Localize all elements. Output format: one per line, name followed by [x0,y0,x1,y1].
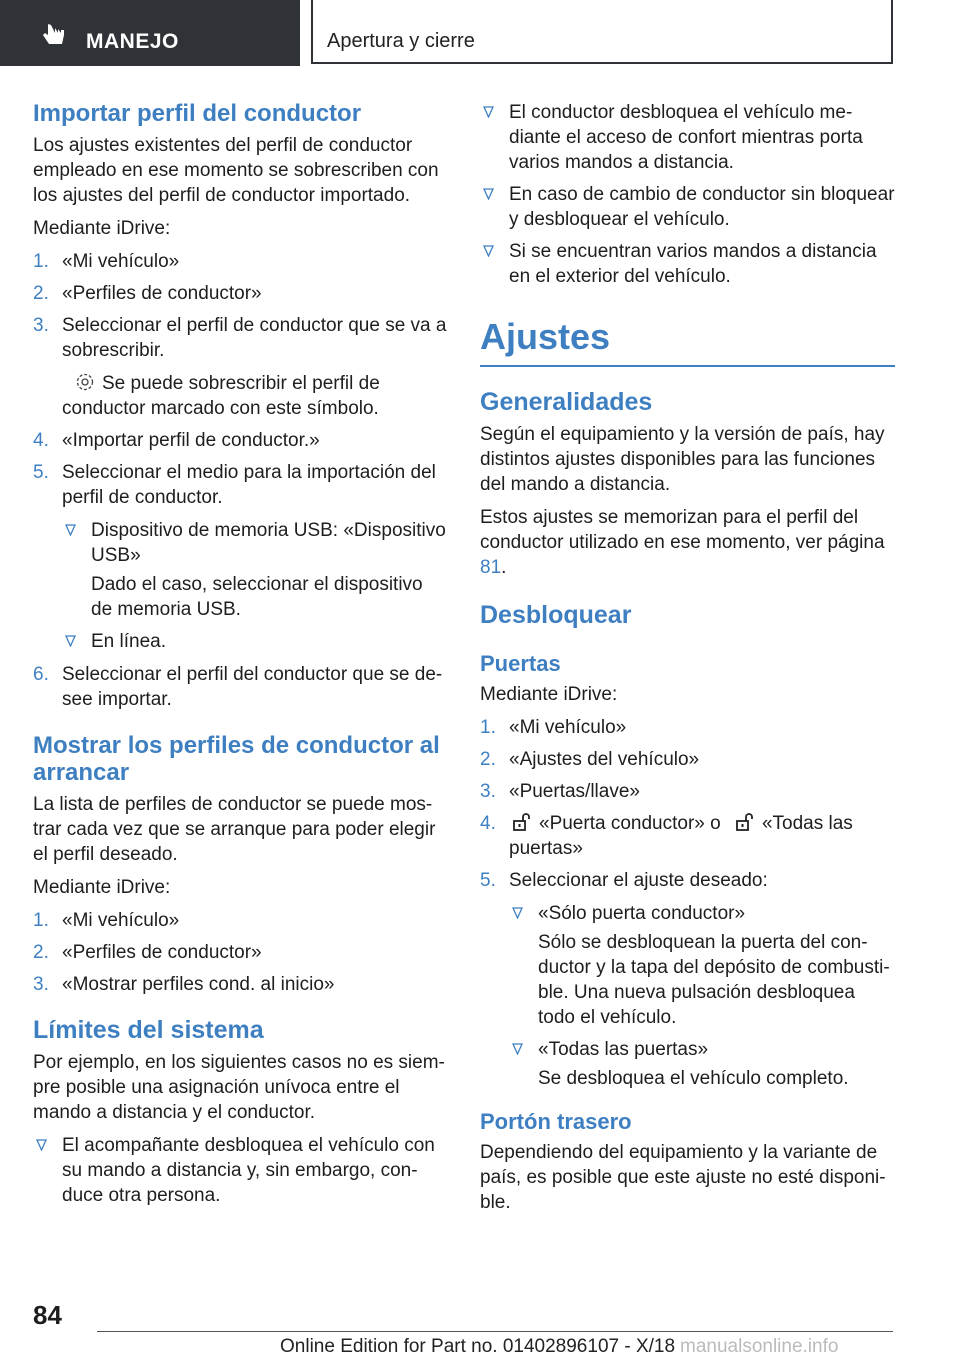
page-number: 84 [33,1300,62,1330]
bullet-triangle-icon [512,1043,523,1055]
media-options-list [62,518,448,654]
heading-import-profile: Importar perfil del conductor [33,100,362,127]
heading-tailgate: Portón trasero [480,1109,632,1134]
page-link[interactable]: 81 [480,557,502,578]
list-item: 2. «Ajustes del vehículo» [480,749,700,770]
unlock-all-doors-icon [734,811,756,833]
chapter-heading-settings: Ajustes [480,315,895,367]
list-item: 3. «Mostrar perfiles cond. al inicio» [33,974,335,995]
list-item [33,249,448,274]
section-name: MANEJO [86,30,179,53]
paragraph: Según el equipamiento y la versión de país, hay distintos ajustes disponibles para las funciones del mando a distancia. [480,424,885,495]
list-item: 2. «Perfiles de conductor» [33,942,262,963]
list-item [33,281,448,306]
show-steps-list [33,908,448,997]
limits-list [33,1133,448,1208]
list-item: En línea. [62,629,448,654]
section-tab [0,0,300,66]
list-item [33,662,448,712]
list-item: En caso de cambio de conductor sin bloquear y desbloquear el vehículo. [480,182,895,232]
import-steps-list [33,249,448,712]
list-item: Dispositivo de memoria USB: «Dispositivo USB» Dado el caso, seleccionar el dispositivo de memoria USB. [62,518,448,622]
list-item: 4. «Puerta conductor» o «Todas las puertas» [480,813,853,859]
step-text: Seleccionar el perfil de conductor que se va a sobrescribir. [62,315,447,361]
list-item [33,460,448,654]
right-column [480,100,895,1223]
bullet-triangle-icon [36,1139,47,1151]
page-header [0,0,960,66]
paragraph: Dependiendo del equipamiento y la variante de país, es posible que este ajuste no esté disponible. [480,1142,886,1213]
footer-divider [97,1331,893,1332]
step-number: 6. [33,664,49,685]
step-note: Se puede sobrescribir el perfil de conductor marcado con este símbolo. [62,373,380,419]
list-item: El acompañante desbloquea el vehículo con su mando a distancia y, sin embargo, conduce otra persona. [33,1133,448,1208]
list-item: 1. «Mi vehículo» [33,910,180,931]
list-item: 5. Seleccionar el ajuste deseado: «Sólo puerta conductor» Sólo se desbloquean la puerta del conductor y la tapa del depósito de combustible. Una nueva pulsación desbloquea todo el vehículo. «Todas las puertas» Se desbloquea el vehículo completo. [480,868,895,1091]
limits-list-continued [480,100,895,289]
list-item: Si se encuentran varios mandos a distancia en el exterior del vehículo. [480,239,895,289]
bullet-triangle-icon [65,635,76,647]
paragraph: La lista de perfiles de conductor se puede mostrar cada vez que se arranque para poder elegir el perfil deseado. [33,794,436,865]
heading-unlock: Desbloquear [480,601,632,629]
step-number: 5. [33,462,49,483]
paragraph: Mediante iDrive: [480,684,618,705]
footer-edition: Online Edition for Part no. 01402896107 - X/18 [280,1336,676,1357]
paragraph: Mediante iDrive: [33,218,171,239]
watermark: manualsonline.info [680,1336,839,1357]
list-item: «Sólo puerta conductor» Sólo se desbloquean la puerta del conductor y la tapa del depósito de combustible. Una nueva pulsación desbloquea todo el vehículo. [509,901,895,1030]
heading-doors: Puertas [480,651,561,676]
chapter-title: Apertura y cierre [327,30,475,52]
unlock-driver-door-icon [511,811,533,833]
step-text: «Importar perfil de conductor.» [62,430,320,451]
list-item: 3. «Puertas/llave» [480,781,640,802]
list-item: El conductor desbloquea el vehículo mediante el acceso de confort mientras porta varios mandos a distancia. [480,100,895,175]
heading-show-profiles: Mostrar los perfiles de conductor al arrancar [33,732,440,786]
step-text: Seleccionar el perfil del conductor que se desee importar. [62,664,443,710]
gear-icon [74,371,96,393]
door-options-list [509,901,895,1091]
bullet-triangle-icon [483,245,494,257]
step-text: «Perfiles de conductor» [62,283,262,304]
step-number: 1. [33,251,49,272]
option-note: Dado el caso, seleccionar el dispositivo de memoria USB. [91,574,423,620]
option-note: Sólo se desbloquean la puerta del conductor y la tapa del depósito de combustible. Una nueva pulsación desbloquea todo el vehículo. [538,932,890,1028]
paragraph: Mediante iDrive: [33,877,171,898]
paragraph: Por ejemplo, en los siguientes casos no es siempre posible una asignación unívoca entre el mando a distancia y el conductor. [33,1052,445,1123]
chapter-tab [311,0,893,64]
list-item: «Todas las puertas» Se desbloquea el vehículo completo. [509,1037,895,1091]
paragraph: Estos ajustes se memorizan para el perfil del conductor utilizado en ese momento, ver página 81. [480,507,885,578]
bullet-triangle-icon [483,188,494,200]
step-text: «Mi vehículo» [62,251,180,272]
paragraph: Los ajustes existentes del perfil de conductor empleado en ese momento se sobrescriben con los ajustes del perfil de conductor importado. [33,135,439,206]
list-item [33,313,448,421]
left-column [33,100,448,1216]
bullet-triangle-icon [483,106,494,118]
doors-steps-list [480,715,895,1091]
list-item [33,428,448,453]
heading-general: Generalidades [480,388,653,416]
step-number: 4. [33,430,49,451]
bullet-triangle-icon [65,524,76,536]
step-text: Seleccionar el medio para la importación del perfil de conductor. [62,462,436,508]
step-number: 3. [33,315,49,336]
bullet-triangle-icon [512,907,523,919]
step-number: 2. [33,283,49,304]
option-note: Se desbloquea el vehículo completo. [538,1068,849,1089]
list-item: 1. «Mi vehículo» [480,717,627,738]
steering-hand-icon [40,20,68,48]
heading-system-limits: Límites del sistema [33,1016,264,1044]
